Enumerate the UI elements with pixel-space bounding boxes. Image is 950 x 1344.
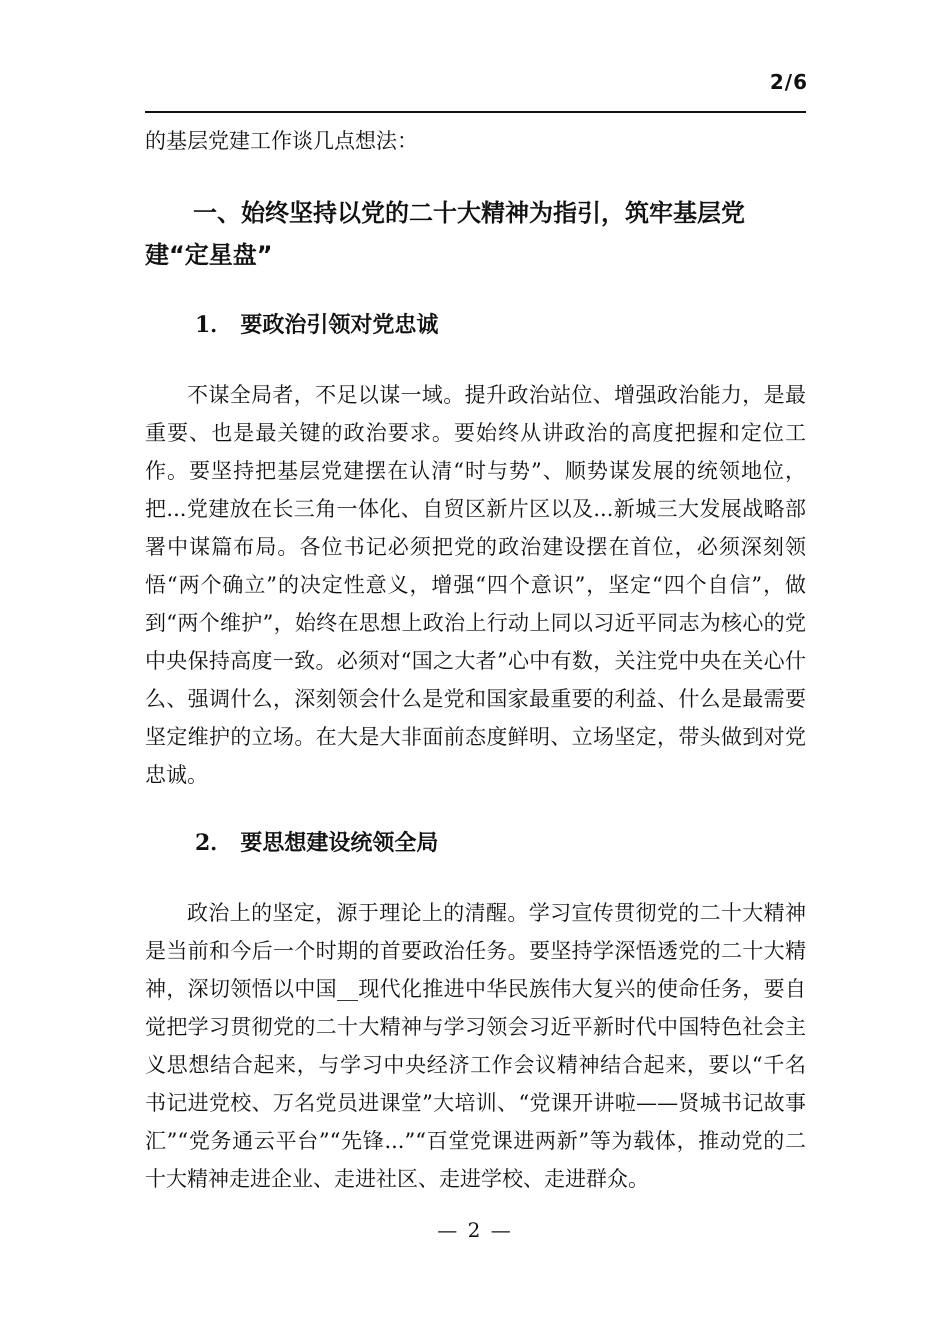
page-indicator: 2/6 [769, 70, 808, 94]
subsection-title: 要思想建设统领全局 [240, 830, 439, 856]
subsection-heading-1 [145, 306, 806, 344]
document-body [145, 122, 806, 1198]
subsection-number: 1． [195, 312, 233, 338]
subsection-title: 要政治引领对党忠诚 [240, 312, 439, 338]
footer-page-number: — 2 — [437, 1218, 513, 1242]
lead-paragraph: 的基层党建工作谈几点想法： [145, 129, 418, 153]
body-paragraph-2: 政治上的坚定，源于理论上的清醒。学习宣传贯彻党的二十大精神是当前和今后一个时期的首要政治任务。要坚持学深悟透党的二十大精神，深切领悟以中国__现代化推进中华民族伟大复兴的使命任务，要自觉把学习贯彻党的二十大精神与学习领会习近平新时代中国特色社会主义思想结合起来，与学习中央经济工作会议精神结合起来，要以“千名书记进党校、万名党员进课堂”大培训、“党课开讲啦——贤城书记故事汇”“党务通云平台”“先锋...”“百堂党课进两新”等为载体，推动党的二十大精神走进企业、走进社区、走进学校、走进群众。 [145, 901, 806, 1191]
subsection-heading-2 [145, 824, 806, 862]
section-title: 一、始终坚持以党的二十大精神为指引，筑牢基层党建“定星盘” [145, 199, 745, 269]
subsection-number: 2． [195, 830, 233, 856]
header-divider [145, 111, 806, 113]
body-paragraph-1: 不谋全局者，不足以谋一域。提升政治站位、增强政治能力，是最重要、也是最关键的政治要求。要始终从讲政治的高度把握和定位工作。要坚持把基层党建摆在认清“时与势”、顺势谋发展的统领地位，把...党建放在长三角一体化、自贸区新片区以及...新城三大发展战略部署中谋篇布局。各位书记必须把党的政治建设摆在首位，必须深刻领悟“两个确立”的决定性意义，增强“四个意识”，坚定“四个自信”，做到“两个维护”，始终在思想上政治上行动上同以习近平同志为核心的党中央保持高度一致。必须对“国之大者”心中有数，关注党中央在关心什么、强调什么，深刻领会什么是党和国家最重要的利益、什么是最需要坚定维护的立场。在大是大非面前态度鲜明、立场坚定，带头做到对党忠诚。 [145, 383, 806, 787]
